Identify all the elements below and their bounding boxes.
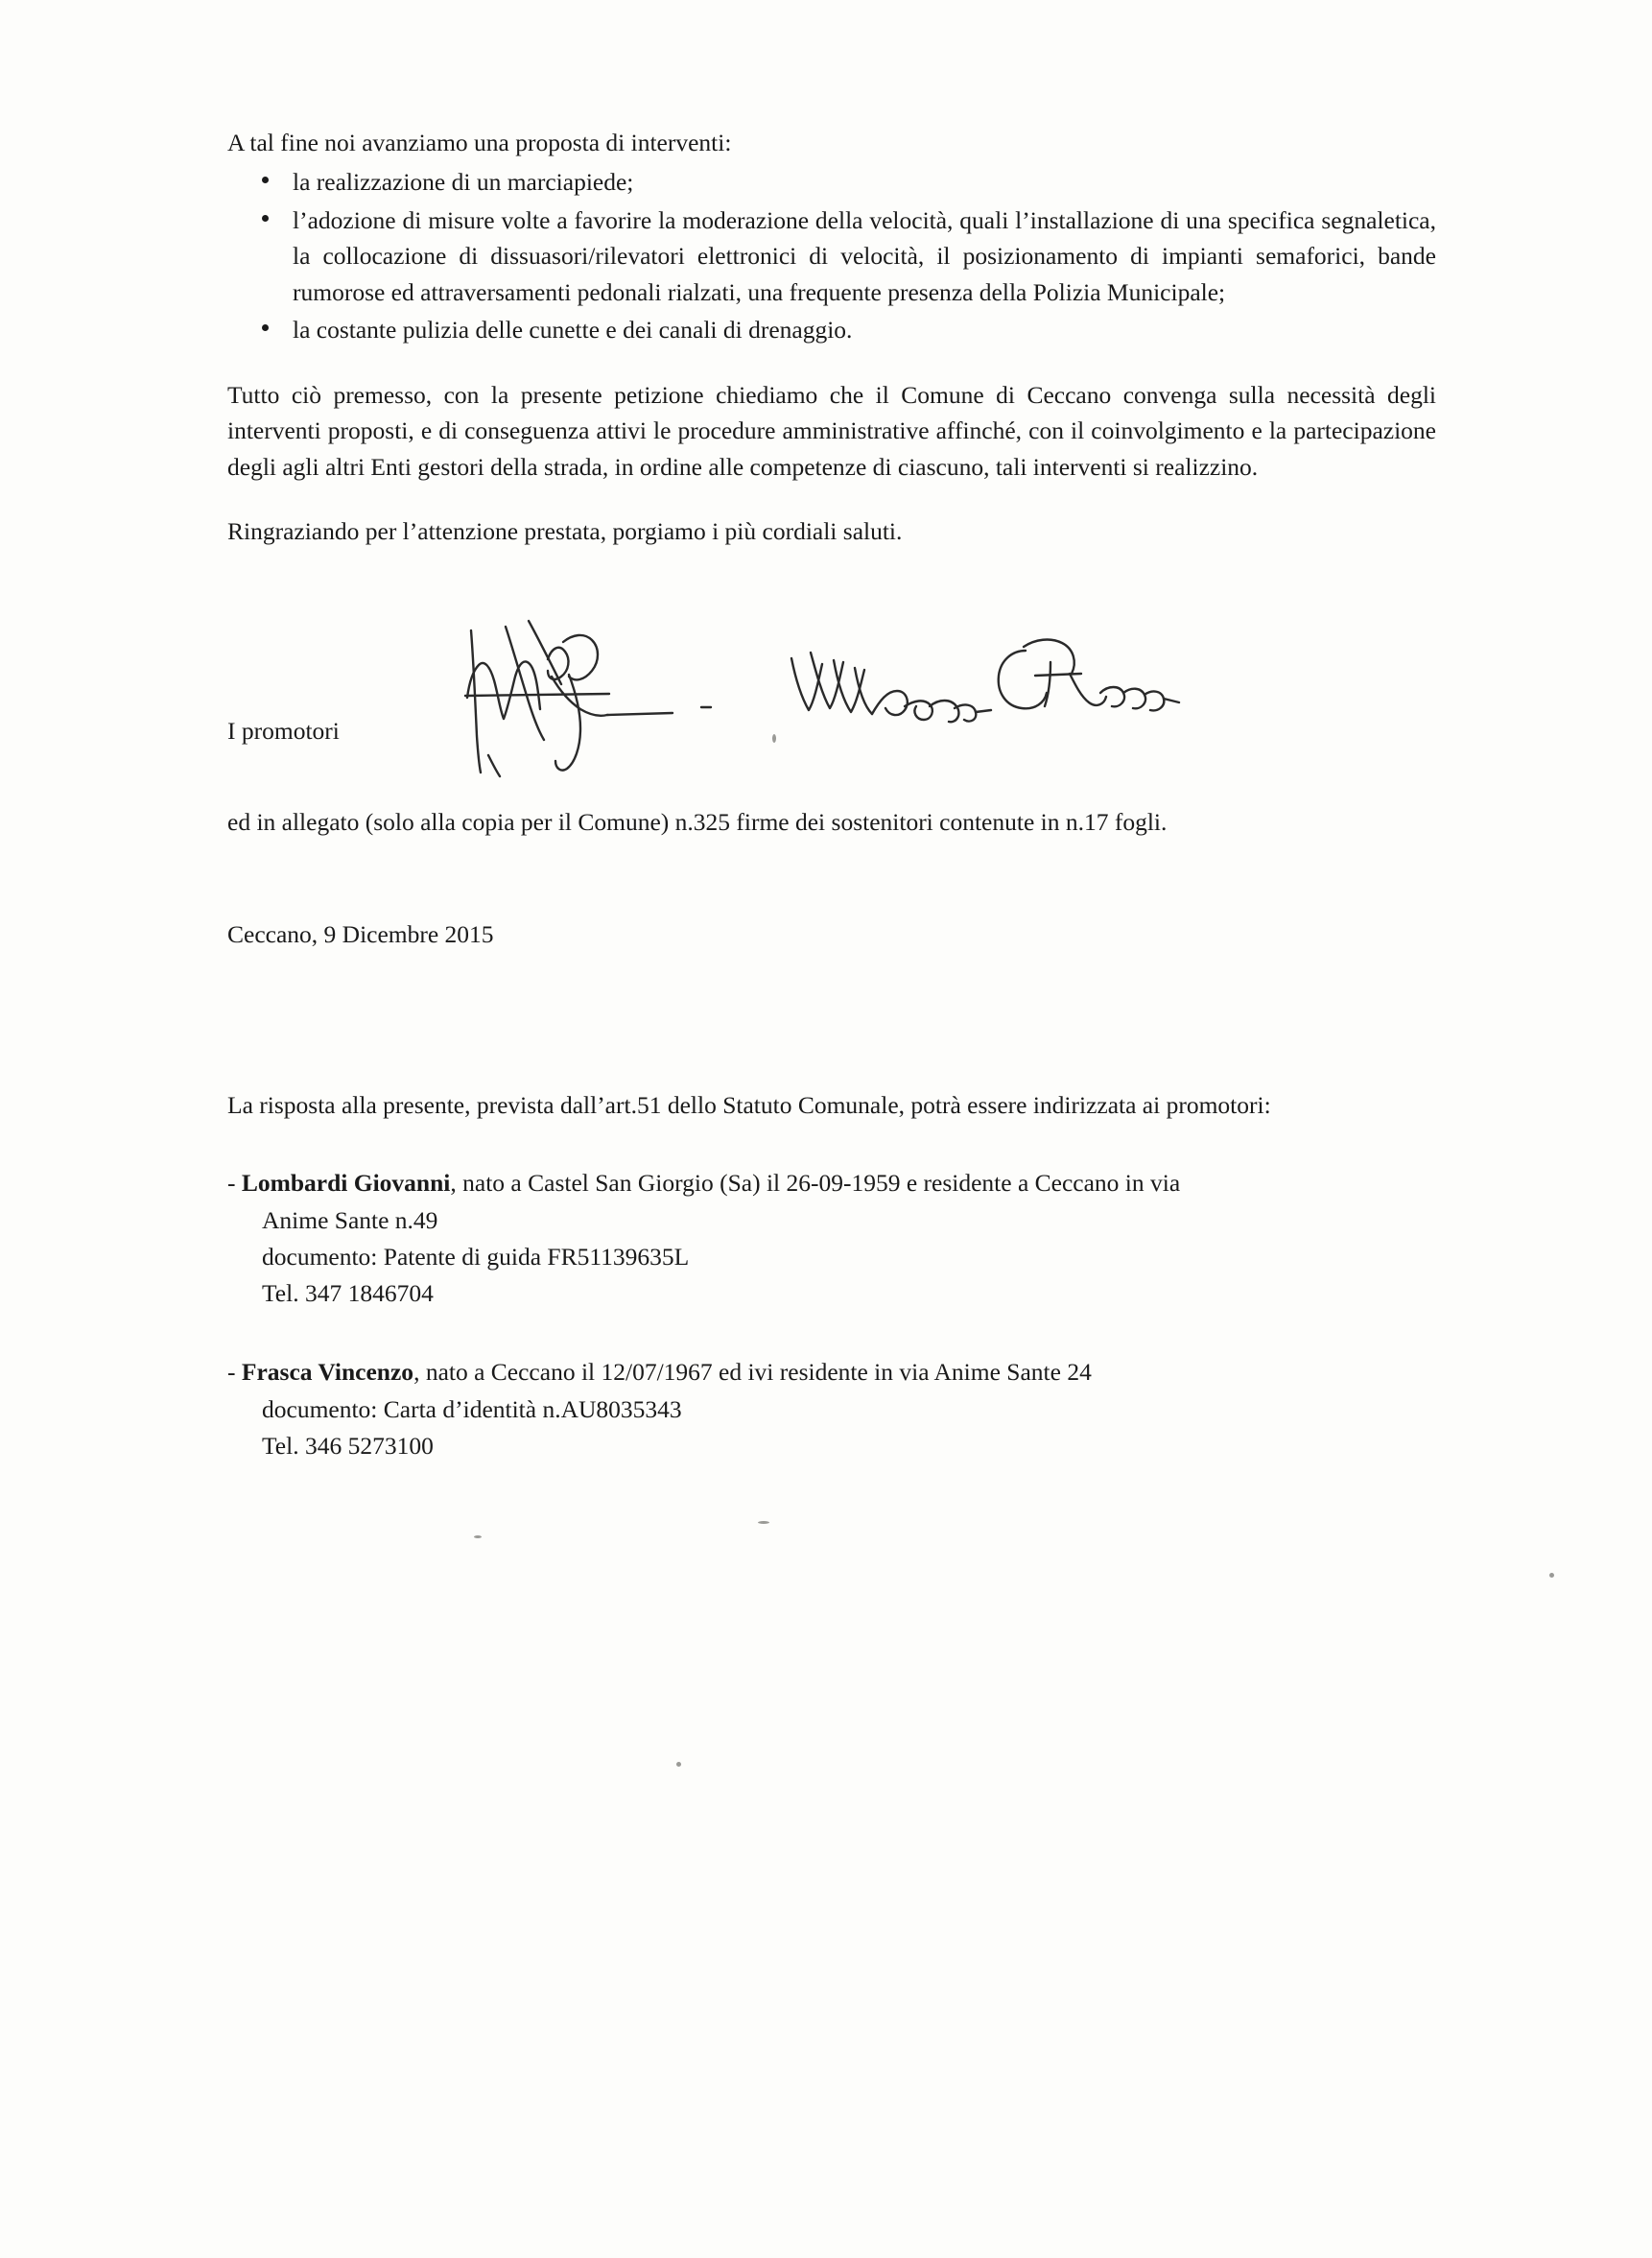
scan-speck [474,1535,482,1538]
scan-speck [676,1762,681,1767]
list-item [227,164,1436,200]
signature-handwriting-1 [456,602,839,794]
promoter-entry [227,1354,1436,1464]
list-item-text: la costante pulizia delle cunette e dei canali di drenaggio. [293,316,853,345]
promoters-label: I promotori [227,716,340,745]
promoter-name: Frasca Vincenzo [241,1358,414,1387]
promoter-document: documento: Carta d’identità n.AU8035343 [262,1394,682,1423]
scan-speck [758,1521,769,1524]
promoter-dash: - [227,1169,236,1198]
promoter-phone: Tel. 347 1846704 [262,1279,434,1308]
scan-speck [772,734,776,743]
signature-block [227,575,1436,800]
document-body [227,125,1436,1464]
reply-paragraph: La risposta alla presente, prevista dall’art.51 dello Statuto Comunale, potrà essere indirizzata ai promotori: [227,1090,1271,1119]
scan-speck [1549,1573,1554,1578]
attachment-note: ed in allegato (solo alla copia per il Comune) n.325 firme dei sostenitori contenute in n.17 fogli. [227,807,1168,836]
signature-handwriting-2 [784,618,1187,772]
promoter-details: , nato a Castel San Giorgio (Sa) il 26-09-1959 e residente a Ceccano in via [450,1169,1181,1198]
promoter-name: Lombardi Giovanni [241,1169,451,1198]
bullet-dot-icon [262,177,269,183]
promoter-details: , nato a Ceccano il 12/07/1967 ed ivi residente in via Anime Sante 24 [413,1358,1092,1387]
promoter-dash: - [227,1358,236,1387]
list-item-text: la realizzazione di un marciapiede; [293,168,634,197]
proposal-list [227,164,1436,347]
place-date-line: Ceccano, 9 Dicembre 2015 [227,920,494,949]
bullet-dot-icon [262,324,269,331]
list-item-text: l’adozione di misure volte a favorire la moderazione della velocità, quali l’installazione di una specifica segnaletica, la collocazione di dissuasori/rilevatori elettronici di velocità, il posizionamento di impianti semaforici, bande rumorose ed attraversamenti pedonali rialzati, una frequente presenza della Polizia Municipale; [293,205,1436,306]
thanks-paragraph: Ringraziando per l’attenzione prestata, porgiamo i più cordiali saluti. [227,517,903,546]
promoter-entry [227,1165,1436,1312]
list-item [227,312,1436,347]
intro-paragraph: A tal fine noi avanziamo una proposta di interventi: [227,129,732,156]
promoter-details-cont: Anime Sante n.49 [262,1205,438,1234]
bullet-dot-icon [262,215,269,222]
promoter-document: documento: Patente di guida FR51139635L [262,1242,690,1271]
promoter-phone: Tel. 346 5273100 [262,1431,434,1460]
request-paragraph: Tutto ciò premesso, con la presente petizione chiediamo che il Comune di Ceccano convenga sulla necessità degli interventi proposti, e di conseguenza attivi le procedure amministrative affinché, con il coinvolgimento e la partecipazione degli agli altri Enti gestori della strada, in ordine alle competenze di ciascuno, tali interventi si realizzino. [227,380,1436,481]
list-item [227,202,1436,310]
